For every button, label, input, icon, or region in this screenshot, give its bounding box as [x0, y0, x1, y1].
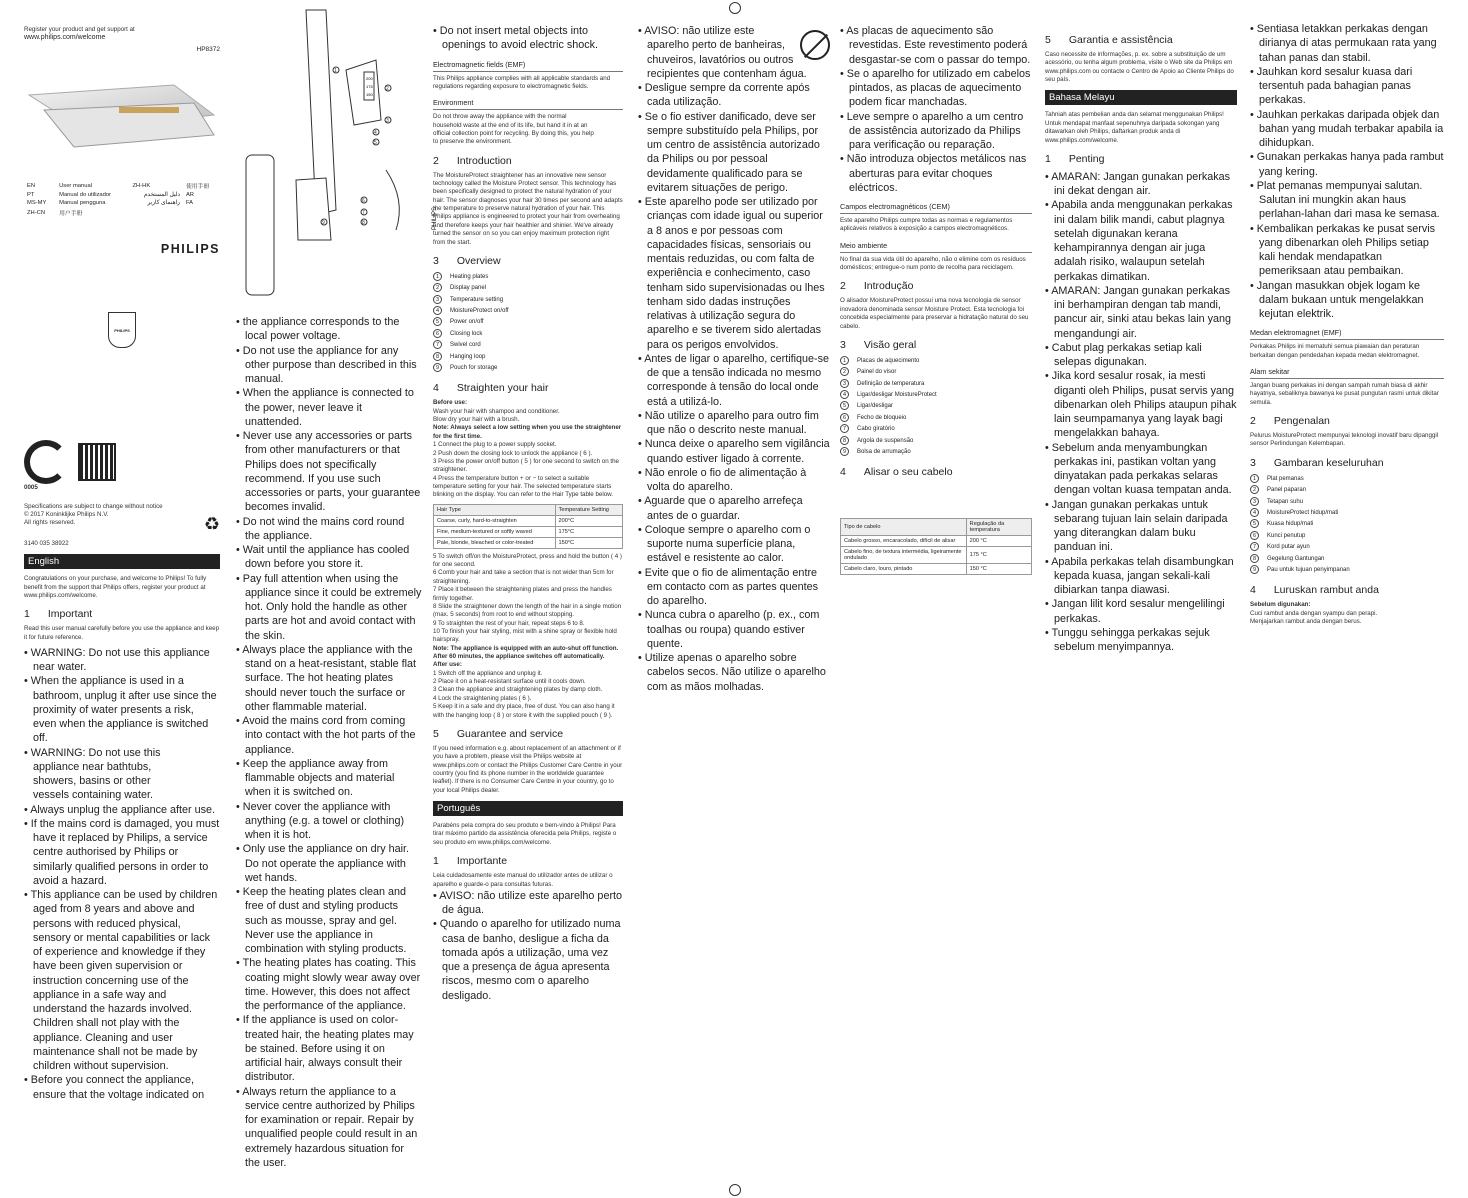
step: 3 Press the power on/off button ( 5 ) for one second to switch on the straightener.	[433, 457, 619, 474]
portugues-column-2	[638, 0, 830, 1198]
list-item: • Keep the heating plates clean and free of dust and styling products such as mousse, spray and gel. Never use the appliance in combination with styling products.	[245, 885, 422, 956]
table-row: Cabelo claro, louro, pintado 150 °C	[841, 564, 1032, 575]
step: 9 To straighten the rest of your hair, repeat steps 6 to 8.	[433, 619, 585, 627]
heading-cem: Campos electromagnéticos (CEM)	[840, 202, 1032, 214]
heading-penting: 1 Penting	[1045, 152, 1105, 165]
melayu-intro: Tahniah atas pembelian anda dan selamat menggunakan Philips! Untuk mendapat manfaat sepenuhnya daripada sokongan yang ditawarkan oleh Philips, daftarkan produk anda di www.philips.com/welcome.	[1045, 111, 1224, 144]
heading-visao-geral: 3 Visão geral	[840, 338, 917, 351]
svg-text:7: 7	[362, 210, 365, 216]
table-row: Coarse, curly, hard-to-straighten 200°C	[434, 515, 623, 526]
list-item: 2 Painel do visor	[840, 367, 1032, 378]
list-item: • Se o aparelho for utilizado em cabelos pintados, as placas de aquecimento podem ficar manchadas.	[849, 67, 1032, 110]
list-item: • Always unplug the appliance after use.	[33, 803, 220, 817]
meio-ambiente-text: No final da sua vida útil do aparelho, não o elimine com os resíduos domésticos; entregue-o num ponto de recolha para reciclagem.	[840, 255, 1026, 272]
important-intro: Read this user manual carefully before you use the appliance and keep it for future reference.	[24, 625, 220, 641]
list-item: 6 Closing lock	[433, 329, 623, 340]
list-item: • If the mains cord is damaged, you must have it replaced by Philips, a service centre authorised by Philips or similarly qualified persons in order to avoid a hazard.	[33, 817, 220, 888]
heading-guarantee: 5 Guarantee and service	[433, 727, 564, 740]
list-item: 8 Hanging loop	[433, 352, 623, 363]
list-item: • Tunggu sehingga perkakas sejuk sebelum menyimpannya.	[1054, 626, 1237, 655]
list-item: • Este aparelho pode ser utilizado por crianças com idade igual ou superior a 8 anos e por pessoas com capacidades físicas, sensoriais ou mentais reduzidas, ou com falta de experiência e conhecimento, caso tenham sido supervisionadas ou lhes tenham sido dadas instruções relativas à utilização segura do aparelho e se tiverem sido alertadas para os perigos envolvidos.	[647, 195, 830, 352]
note-auto: Note: The appliance is equipped with an auto-shut off function. After 60 minutes, the appliance switches off automatically.	[433, 644, 619, 661]
heading-emf: Electromagnetic fields (EMF)	[433, 60, 623, 72]
heading-garantia: 5 Garantia e assistência	[1045, 34, 1173, 46]
heading-introducao: 2 Introdução	[840, 280, 914, 293]
list-item: 7 Kord putar ayun	[1250, 542, 1444, 553]
svg-text:PHILIPS: PHILIPS	[432, 206, 438, 230]
list-item: • Do not use the appliance for any other purpose than described in this manual.	[245, 344, 422, 387]
environment-text: Do not throw away the appliance with the normal household waste at the end of its life, but hand it in at an official collection point for recycling. By doing this, you help to preserve the environment.	[433, 113, 594, 146]
qr-code-icon	[78, 443, 116, 481]
list-item: • Leve sempre o aparelho a um centro de assistência autorizado da Philips para verificação ou reparação.	[849, 110, 1032, 153]
spec-notice: Specifications are subject to change without notice	[24, 502, 163, 510]
list-item: 9 Bolsa de arrumação	[840, 447, 1032, 458]
list-item: • Se o fio estiver danificado, deve ser sempre substituído pela Philips, por um centro de assistência autorizado da Philips ou por pessoal devidamente qualificado para se evitarem situações de perigo.	[647, 110, 830, 196]
list-item: • Evite que o fio de alimentação entre em contacto com as partes quentes do aparelho.	[647, 566, 830, 609]
svg-text:6: 6	[362, 198, 365, 204]
step: 6 Comb your hair and take a section that is not wider than 5cm for straightening.	[433, 569, 614, 585]
svg-text:175: 175	[366, 84, 373, 89]
heading-medan: Medan elektromagnet (EMF)	[1250, 328, 1444, 340]
list-item: 8 Gegelung Gantungan	[1250, 554, 1444, 565]
list-item: 7 Cabo giratório	[840, 424, 1032, 435]
list-item: 5 Ligar/desligar	[840, 401, 1032, 412]
step: 4 Press the temperature button + or − to select a suitable temperature setting for your hair. The selected temperature starts blinking on the display. You can refer to the Hair Type table below.	[433, 474, 614, 499]
list-item: • This appliance can be used by children aged from 8 years and above and persons with reduced physical, sensory or mental capabilities or lack of experience and knowledge if they have been given supervision or instruction concerning use of the appliance in a safe way and understand the hazards involved. Children shall not play with the appliance. Cleaning and user maintenance shall not be made by children without supervision.	[33, 888, 220, 1073]
list-item: • Pay full attention when using the appliance since it could be extremely hot. Only hold the handle as other parts are hot and avoid contact with the skin.	[245, 572, 422, 643]
heading-pengenalan: 2 Pengenalan	[1250, 415, 1330, 428]
section-band-english: English	[24, 554, 220, 569]
language-row: EN User manual ZH-HK 使用手冊	[27, 182, 210, 191]
list-item: • Do not insert metal objects into openings to avoid electric shock.	[442, 24, 623, 53]
cert-code: 0005	[24, 484, 38, 492]
guarantee-text: If you need information e.g. about replacement of an attachment or if you have a problem, please visit the Philips website at www.philips.com or contact the Philips Customer Care Centre in your country (you find its phone number in the worldwide guarantee leaflet). If there is no Consumer Care Centre in your country, go to your local Philips dealer.	[433, 744, 623, 794]
cem-text: Este aparelho Philips cumpre todas as normas e regulamentos aplicáveis relativos à exposição a campos electromagnéticos.	[840, 217, 1013, 233]
register-line1: Register your product and get support at	[24, 26, 135, 33]
heading-gambaran: 3 Gambaran keseluruhan	[1250, 456, 1384, 469]
list-item: • AVISO: não utilize este aparelho perto de água.	[442, 889, 623, 918]
ms-overview-list	[1250, 474, 1444, 577]
melayu-column-2	[1250, 0, 1444, 1198]
pt-warnings-1	[433, 889, 623, 1003]
list-item: • Não introduza objectos metálicos nas aberturas para evitar choques eléctricos.	[849, 152, 1032, 195]
svg-text:200: 200	[366, 76, 373, 81]
philips-shield-icon: PHILIPS	[108, 312, 136, 348]
list-item: • Nunca deixe o aparelho sem vigilância quando estiver ligado à corrente.	[647, 437, 830, 466]
c-mark-icon	[24, 440, 68, 484]
language-row: MS-MY Manual pengguna راهنمای کاربر FA	[27, 200, 194, 207]
list-item: 8 Argola de suspensão	[840, 436, 1032, 447]
step: 4 Lock the straightening plates ( 6 ).	[433, 694, 532, 702]
list-item: • Não enrole o fio de alimentação à volta do aparelho.	[647, 466, 830, 495]
list-item: • Gunakan perkakas hanya pada rambut yang kering.	[1259, 150, 1444, 179]
list-item: 5 Kuasa hidup/mati	[1250, 519, 1444, 530]
alam-sekitar-text: Jangan buang perkakas ini dengan sampah rumah biasa di akhir hayatnya, sebaliknya bawanya ke pusat pungutan rasmi untuk dikitar semula.	[1250, 381, 1439, 406]
list-item: • Avoid the mains cord from coming into contact with the hot parts of the appliance.	[245, 714, 422, 757]
list-item: • Não utilize o aparelho para outro fim que não o descrito neste manual.	[647, 409, 830, 438]
heading-alam-sekitar: Alam sekitar	[1250, 367, 1444, 379]
table-row: Cabelo grosso, encaracolado, difícil de alisar 200 °C	[841, 536, 1032, 547]
heading-introduction: 2 Introduction	[433, 154, 512, 167]
step: 2 Place it on a heat-resistant surface until it cools down.	[433, 678, 586, 686]
list-item: • Jangan masukkan objek logam ke dalam bukaan untuk mengelakkan kejutan elektrik.	[1259, 279, 1444, 322]
list-item: • Aguarde que o aparelho arrefeça antes de o guardar.	[647, 494, 830, 523]
garantia-text: Caso necessite de informações, p. ex. sobre a substituição de um acessório, ou tenha algum problema, visite o Web site da Philips em www.philips.com ou contacte o Centro de Apoio ao Cliente Philips do seu país.	[1045, 51, 1234, 84]
straightener-illustration	[236, 0, 438, 300]
list-item: • Before you connect the appliance, ensure that the voltage indicated on	[33, 1073, 220, 1102]
svg-text:150: 150	[366, 92, 373, 97]
step: 1 Connect the plug to a power supply socket.	[433, 441, 557, 449]
list-item: • Jangan lilit kord sesalur mengelilingi perkakas.	[1054, 597, 1237, 626]
note-low: Note: Always select a low setting when you use the straightener for the first time.	[433, 424, 622, 440]
list-item: • the appliance corresponds to the local power voltage.	[245, 315, 422, 344]
pt-warnings-2	[638, 24, 830, 694]
importante-intro: Leia cuidadosamente este manual do utilizador antes de utilizar o aparelho e guarde-o para consultas futuras.	[433, 872, 613, 888]
step: 10 To finish your hair styling, mist with a shine spray or flexible hold hairspray.	[433, 627, 617, 644]
ms-warnings-1	[1045, 170, 1237, 655]
heading-importante: 1 Importante	[433, 855, 508, 868]
list-item: • The heating plates has coating. This coating might slowly wear away over time. However, this does not affect the performance of the appliance.	[245, 956, 422, 1013]
list-item: • Kembalikan perkakas ke pusat servis yang dibenarkan oleh Philips setiap kali hendak mendapatkan pemeriksaan atau pembaikan.	[1259, 222, 1444, 279]
cover-column	[24, 0, 220, 1198]
list-item: • If the appliance is used on color-treated hair, the heating plates may be stained. Before using it on artificial hair, always consult their distributor.	[245, 1013, 422, 1084]
list-item: • As placas de aquecimento são revestidas. Este revestimento poderá desgastar-se com o passar do tempo.	[849, 24, 1032, 67]
heading-important: 1 Important	[24, 608, 93, 621]
sebelum: Sebelum digunakan:	[1250, 601, 1311, 609]
pengenalan-text: Pelurus MoistureProtect mempunyai teknologi inovatif baru dipanggil sensor Perlindungan Kelembapan.	[1250, 432, 1439, 448]
list-item: 4 MoistureProtect on/off	[433, 306, 623, 317]
list-item: • Desligue sempre da corrente após cada utilização.	[647, 81, 830, 110]
list-item: • Jangan gunakan perkakas untuk sebarang tujuan lain selain daripada yang diterangkan dalam buku panduan ini.	[1054, 498, 1237, 555]
heading-environment: Environment	[433, 98, 623, 110]
list-item: • Jika kord sesalur rosak, ia mesti diganti oleh Philips, pusat servis yang dibenarkan oleh Philips ataupun pihak lain seumpamanya yang layak bagi mengelakkan bahaya.	[1054, 369, 1237, 440]
list-item: • Only use the appliance on dry hair. Do not operate the appliance with wet hands.	[245, 842, 422, 885]
svg-text:9: 9	[322, 220, 325, 226]
english-column-3	[433, 0, 623, 1198]
before-use: Before use:	[433, 399, 468, 407]
pt-warnings-3	[840, 24, 1032, 195]
list-item: • Never use any accessories or parts from other manufacturers or that Philips does not specifically recommend. If you use such accessories or parts, your guarantee becomes invalid.	[245, 429, 422, 515]
list-item: • AVISO: não utilize este aparelho perto de banheiras, chuveiros, lavatórios ou outros recipientes que contenham água.	[647, 24, 830, 81]
table-row: Pale, blonde, bleached or color-treated 150°C	[434, 537, 623, 548]
heading-luruskan: 4 Luruskan rambut anda	[1250, 584, 1379, 597]
introducao-text: O alisador MoistureProtect possui uma nova tecnologia de sensor inovadora denominada sensor Moisture Protect. Esta tecnologia foi concebida especialmente para preservar a hidratação natural do seu cabelo.	[840, 297, 1029, 330]
medan-text: Perkakas Philips ini mematuhi semua piawaian dan peraturan berkaitan dengan pendedahan kepada medan elektromagnet.	[1250, 343, 1420, 359]
list-item: • Always place the appliance with the stand on a heat-resistant, stable flat surface. The hot heating plates should never touch the surface or other flammable material.	[245, 643, 422, 714]
list-item: 2 Panel paparan	[1250, 485, 1444, 496]
list-item: 7 Swivel cord	[433, 340, 623, 351]
list-item: 3 Tetapan suhu	[1250, 497, 1444, 508]
section-band-melayu: Bahasa Melayu	[1045, 90, 1237, 105]
step: 8 Slide the straightener down the length of the hair in a single motion (max. 5 seconds) from root to end without stopping.	[433, 602, 622, 619]
list-item: • Always return the appliance to a service centre authorized by Philips for examination or repair. Repair by unqualified people could result in an extremely hazardous situation for the user.	[245, 1085, 422, 1171]
step: 2 Push down the closing lock to unlock the appliance ( 6 ).	[433, 449, 593, 457]
svg-text:8: 8	[362, 220, 365, 226]
svg-text:2: 2	[386, 86, 389, 92]
list-item: • Wait until the appliance has cooled down before you store it.	[245, 543, 422, 572]
recycle-icon: ♻	[203, 513, 220, 534]
step: 1 Switch off the appliance and unplug it.	[433, 669, 543, 677]
language-row: ZH-CN 用户手册	[27, 209, 83, 218]
list-item: 3 Temperature setting	[433, 295, 623, 306]
table-row: Cabelo fino, de textura intermédia, ligeiramente ondulado 175 °C	[841, 547, 1032, 564]
register-url: www.philips.com/welcome	[24, 34, 106, 42]
list-item: 6 Kunci penutup	[1250, 531, 1444, 542]
list-item: 5 Power on/off	[433, 317, 623, 328]
step: 7 Place it between the straightening plates and press the handles firmly together.	[433, 586, 612, 602]
list-item: 9 Pau untuk tujuan penyimpanan	[1250, 565, 1444, 576]
english-column-2	[236, 0, 438, 1198]
melayu-column-1	[1045, 0, 1237, 1198]
english-intro: Congratulations on your purchase, and welcome to Philips! To fully benefit from the support that Philips offers, register your product at www.philips.com/welcome.	[24, 575, 207, 599]
list-item: • WARNING: Do not use this appliance near bathtubs, showers, basins or other vessels containing water.	[33, 746, 220, 803]
ms-warnings-2	[1250, 22, 1444, 321]
list-item: 4 MoistureProtect hidup/mati	[1250, 508, 1444, 519]
no-bath-icon	[800, 30, 830, 60]
list-item: 4 Ligar/desligar MoistureProtect	[840, 390, 1032, 401]
heading-meio-ambiente: Meio ambiente	[840, 241, 1032, 253]
introduction-text: The MoistureProtect straightener has an innovative new sensor technology called the Moisture Protect sensor. This technology has been specifically designed to protect the natural hydration of your hair. The sensor diagnoses your hair 30 times per second and adapts the temperature to preserve natural hydration of your hair. This Philips appliance is engineered to protect your hair from overheating and therefore keeps your hair healthier and shinier. We've already turned the sensor on so you can enjoy maximum protection right from the start.	[433, 171, 623, 246]
list-item: • Sebelum anda menyambungkan perkakas ini, pastikan voltan yang dinyatakan pada perkakas selaras dengan voltan kuasa tempatan anda.	[1054, 441, 1237, 498]
list-item: • Sentiasa letakkan perkakas dengan dirianya di atas permukaan rata yang tahan panas dan stabil.	[1259, 22, 1444, 65]
doc-number: 3140 035 38922	[24, 539, 69, 547]
before-item: Menjajarkan rambut anda dengan berus.	[1250, 618, 1362, 625]
list-item: • Nunca cubra o aparelho (p. ex., com toalhas ou roupa) quando estiver quente.	[647, 608, 830, 651]
step: 3 Clean the appliance and straightening plates by damp cloth.	[433, 686, 603, 694]
copyright: © 2017 Koninklijke Philips N.V.	[24, 511, 109, 519]
svg-text:1: 1	[334, 68, 337, 74]
list-item: • Never cover the appliance with anything (e.g. a towel or clothing) when it is hot.	[245, 800, 422, 843]
pt-hair-type-table: Tipo de cabelo Regulação da temperatura Cabelo grosso, encaracolado, difícil de alisar 200 °C Cabelo fino, de textura intermédia, ligeiramente ondulado 175 °C Cabelo claro, louro, pintado 150 °C	[840, 518, 1032, 575]
step: 5 Keep it in a safe and dry place, free of dust. You can also hang it with the hanging loop ( 8 ) or store it with the supplied pouch ( 9 ).	[433, 703, 615, 719]
list-item: • Do not wind the mains cord round the appliance.	[245, 515, 422, 544]
svg-text:4: 4	[374, 130, 377, 136]
list-item: • Plat pemanas mempunyai salutan. Salutan ini mungkin akan haus perlahan-lahan dari masa ke semasa.	[1259, 179, 1444, 222]
svg-text:3: 3	[386, 118, 389, 124]
portugues-column-3	[840, 0, 1032, 1198]
english-warnings-2	[236, 315, 422, 1170]
list-item: • When the appliance is used in a bathroom, unplug it after use since the proximity of water presents a risk, even when the appliance is switched off.	[33, 674, 220, 745]
list-item: 9 Pouch for storage	[433, 363, 623, 374]
english-warnings-1	[24, 646, 220, 1102]
list-item: • Jauhkan kord sesalur kuasa dari tersentuh pada bahagian panas perkakas.	[1259, 65, 1444, 108]
list-item: • Coloque sempre o aparelho com o suporte numa superfície plana, estável e resistente ao calor.	[647, 523, 830, 566]
language-table	[24, 180, 220, 218]
before-item: Cuci rambut anda dengan syampu dan perapi.	[1250, 609, 1378, 617]
heading-straighten: 4 Straighten your hair	[433, 382, 549, 395]
list-item: • Antes de ligar o aparelho, certifique-se de que a tensão indicada no mesmo corresponde à tensão do local onde está a utilizá-lo.	[647, 352, 830, 409]
list-item: • Cabut plag perkakas setiap kali selepas digunakan.	[1054, 341, 1237, 370]
list-item: • Apabila perkakas telah disambungkan kepada kuasa, jangan sekali-kali dibiarkan tanpa diawasi.	[1054, 555, 1237, 598]
list-item: • WARNING: Do not use this appliance near water.	[33, 646, 220, 675]
before-item: Blow dry your hair with a brush.	[433, 416, 520, 424]
step: 5 To switch off/on the MoistureProtect, press and hold the button ( 4 ) for one second.	[433, 552, 622, 569]
brand-logo: PHILIPS	[160, 242, 220, 257]
list-item: • AMARAN: Jangan gunakan perkakas ini berhampiran dengan tab mandi, pancur air, sinki atau bekas lain yang mengandungi air.	[1054, 284, 1237, 341]
heading-overview: 3 Overview	[433, 254, 501, 267]
list-item: 2 Display panel	[433, 283, 623, 294]
overview-list	[433, 272, 623, 375]
list-item: • Utilize apenas o aparelho sobre cabelos secos. Não utilize o aparelho com as mãos molhadas.	[647, 651, 830, 694]
list-item: 3 Definição de temperatura	[840, 379, 1032, 390]
after-use: After use:	[433, 661, 462, 669]
list-item: • AMARAN: Jangan gunakan perkakas ini dekat dengan air.	[1054, 170, 1237, 199]
list-item: 1 Plat pemanas	[1250, 474, 1444, 485]
list-item: • Apabila anda menggunakan perkakas ini dalam bilik mandi, cabut plagnya setelah digunakan kerana kehampirannya dengan air juga adalah risiko, walaupun setelah perkakas dimatikan.	[1054, 198, 1237, 284]
list-item: • Keep the appliance away from flammable objects and material when it is switched on.	[245, 757, 422, 800]
list-item: 6 Fecho de bloqueio	[840, 413, 1032, 424]
list-item: 1 Heating plates	[433, 272, 623, 283]
hair-type-table: Hair Type Temperature Setting Coarse, curly, hard-to-straighten 200°C Fine, medium-textured or softly waved 175°C Pale, blonde, bleached or color-treated 150°C	[433, 504, 623, 549]
list-item: • Quando o aparelho for utilizado numa casa de banho, desligue a ficha da tomada após a utilização, uma vez que a presença de água apresenta riscos, mesmo com o aparelho desligado.	[442, 917, 623, 1003]
heading-alisar: 4 Alisar o seu cabelo	[840, 466, 953, 479]
table-row: Fine, medium-textured or softly waved 175°C	[434, 526, 623, 537]
portugues-intro: Parabéns pela compra do seu produto e bem-vindo à Philips! Para tirar máximo partido da assistência oferecida pela Philips, registe o seu produto em www.philips.com/welcome.	[433, 822, 617, 846]
before-item: Wash your hair with shampoo and conditioner.	[433, 407, 560, 415]
emf-text: This Philips appliance complies with all applicable standards and regulations regarding exposure to electromagnetic fields.	[433, 74, 611, 90]
pt-overview-list	[840, 356, 1032, 459]
section-band-portugues: Português	[433, 801, 623, 816]
language-row: PT Manual do utilizador دليل المستخدم AR	[27, 192, 194, 199]
model-number: HP8372	[196, 46, 220, 54]
list-item: • When the appliance is connected to the power, never leave it unattended.	[245, 386, 422, 429]
product-image	[24, 55, 220, 165]
list-item: • Jauhkan perkakas daripada objek dan bahan yang mudah terbakar apabila ia dihidupkan.	[1259, 108, 1444, 151]
svg-text:5: 5	[374, 140, 377, 146]
list-item: 1 Placas de aquecimento	[840, 356, 1032, 367]
rights: All rights reserved.	[24, 519, 76, 527]
